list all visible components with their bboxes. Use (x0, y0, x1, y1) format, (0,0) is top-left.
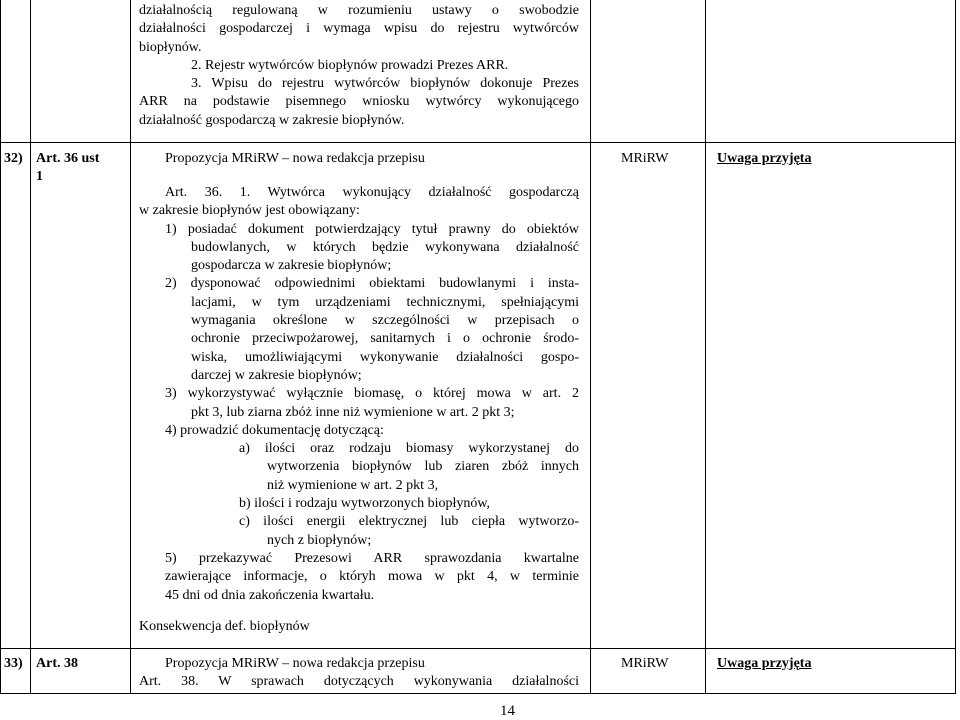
row-divider-32-33 (0, 648, 956, 649)
text-line: ochronie przeciwpożarowej, sanitarnych i o ochronie środo- (191, 331, 579, 347)
text-line: lacjami, w tym urządzeniami technicznymi, spełniającymi (191, 294, 579, 310)
text-line: ARR na podstawie pisemnego wniosku wytwórcy wykonującego (139, 94, 579, 110)
text-line: niż wymienione w art. 2 pkt 3, (267, 477, 439, 493)
text-line: w zakresie biopłynów jest obowiązany: (139, 203, 360, 219)
text-line: 2) dysponować odpowiednimi obiektami budowlanymi i insta- (165, 276, 579, 292)
text-line: b) ilości i rodzaju wytworzonych biopłynów, (239, 496, 491, 512)
consequence-note: Konsekwencja def. biopłynów (139, 619, 310, 634)
text-line: darczej w zakresie biopłynów; (191, 367, 362, 383)
author-label: MRiRW (621, 656, 669, 671)
text-line: 5) przekazywać Prezesowi ARR sprawozdania kwartalne (165, 550, 579, 566)
status-label: Uwaga przyjęta (717, 151, 812, 166)
text-line: 3. Wpisu do rejestru wytwórców biopłynów dokonuje Prezes (191, 76, 579, 92)
text-line: 2. Rejestr wytwórców biopłynów prowadzi Prezes ARR. (191, 57, 509, 73)
text-line: wymagania określone w szczególności w przepisach o (191, 313, 579, 329)
row-number: 32) (4, 151, 23, 166)
article-reference: Art. 38 (36, 656, 78, 671)
text-line: biopłynów. (139, 39, 202, 55)
text-line: wytworzenia biopłynów lub ziaren zbóż innych (267, 459, 579, 475)
row-number: 33) (4, 656, 23, 671)
column-divider-article (30, 0, 31, 694)
proposal-title: Propozycja MRiRW – nowa redakcja przepisu (165, 656, 425, 671)
article-38-body (139, 673, 579, 691)
table-border-right (955, 0, 956, 694)
column-divider-author (705, 0, 706, 694)
text-line: 4) prowadzić dokumentację dotyczącą: (165, 422, 384, 438)
text-line: a) ilości oraz rodzaju biomasy wykorzystanej do (239, 441, 579, 457)
column-divider-proposal (130, 0, 131, 694)
text-line: nych z biopłynów; (267, 532, 372, 548)
text-line: działalność gospodarczą w zakresie biopłynów. (139, 112, 405, 128)
text-line: 45 dni od dnia zakończenia kwartału. (165, 587, 375, 603)
table-border-bottom (0, 693, 956, 694)
text-line: pkt 3, lub ziarna zbóż inne niż wymienione w art. 2 pkt 3; (191, 404, 515, 420)
text-line: gospodarcza w zakresie biopłynów; (191, 258, 392, 274)
text-line: 3) wykorzystywać wyłącznie biomasę, o której mowa w art. 2 (165, 386, 579, 402)
text-line: Art. 38. W sprawach dotyczących wykonywania działalności (139, 674, 579, 689)
article-line: 1 (36, 169, 43, 185)
column-divider-content (590, 0, 591, 694)
text-line: 1) posiadać dokument potwierdzający tytuł prawny do obiektów (165, 221, 579, 237)
author-label: MRiRW (621, 151, 669, 166)
text-line: działalności gospodarczej i wymaga wpisu do rejestru wytwórców (139, 21, 579, 37)
text-line: c) ilości energii elektrycznej lub ciepła wytworzo- (239, 514, 579, 530)
row31-text (139, 2, 579, 130)
status-label: Uwaga przyjęta (717, 656, 812, 671)
article-reference (36, 150, 126, 187)
proposal-title: Propozycja MRiRW – nowa redakcja przepisu (165, 151, 425, 166)
text-line: Art. 36. 1. Wytwórca wykonujący działalność gospodarczą (165, 185, 579, 200)
table-border-left (0, 0, 1, 694)
article-36-body (139, 184, 579, 605)
text-line: budowlanych, w których będzie wykonywana działalność (191, 239, 579, 255)
text-line: wiska, umożliwiającymi wykonywanie działalności gospo- (191, 349, 579, 365)
page-number: 14 (500, 703, 515, 719)
row-divider-31-32 (0, 142, 956, 143)
article-line: Art. 36 ust (36, 151, 100, 166)
text-line: zawierające informacje, o któryh mowa w pkt 4, w terminie (165, 569, 579, 585)
text-line: działalnością regulowaną w rozumieniu ustawy o swobodzie (139, 3, 579, 18)
